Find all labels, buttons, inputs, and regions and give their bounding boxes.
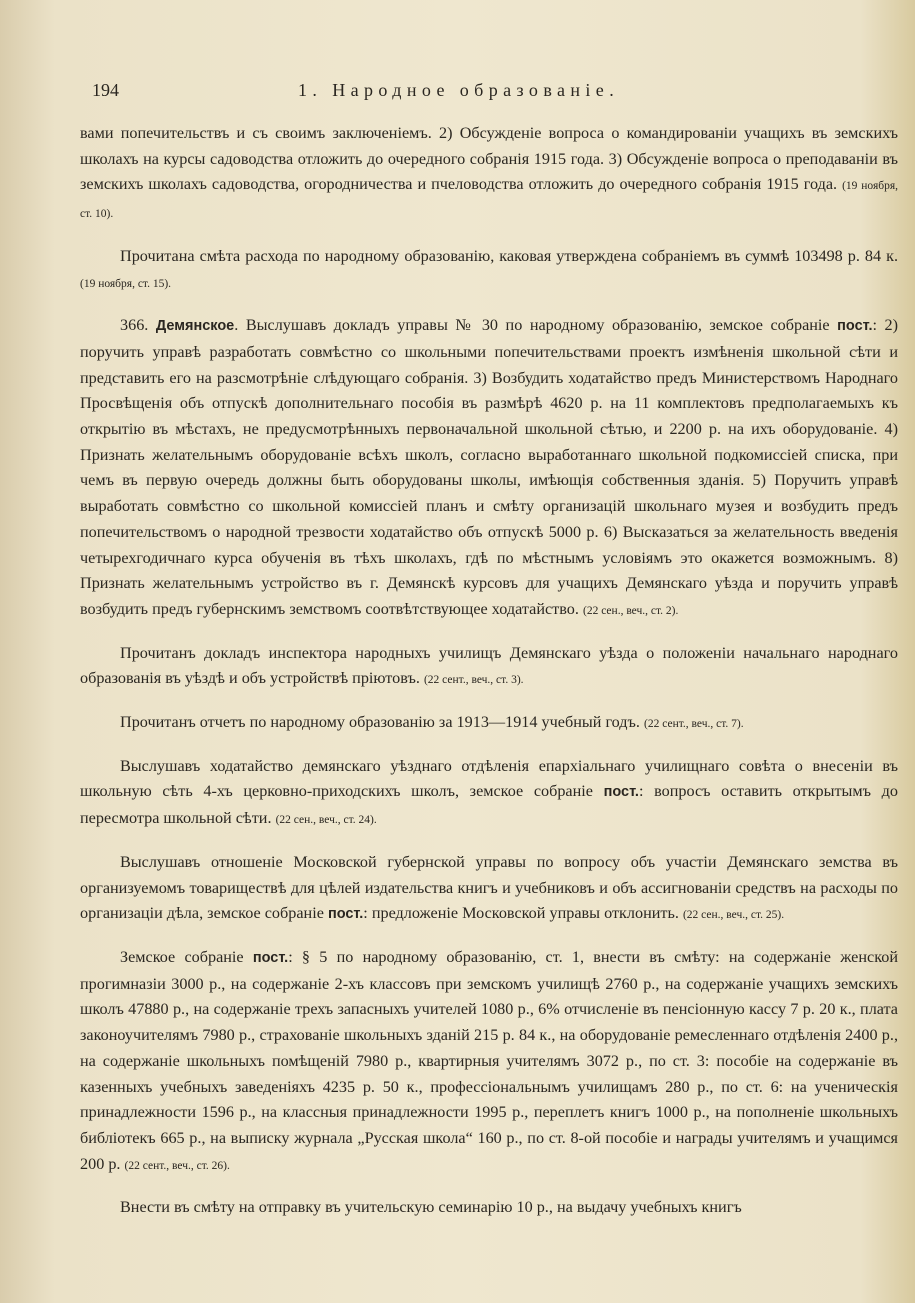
paragraph-text: : предложеніе Московской управы отклонить. <box>363 904 683 923</box>
paragraph-text: Выслушавъ отношеніе Московской губернской управы по вопросу объ участіи Демянскаго земства въ организуемомъ товариществѣ для цѣлей издательства книгъ и учебниковъ и объ ассигнованіи средствъ на расходы по организаціи дѣла, земское собраніе <box>80 852 898 923</box>
source-reference: (19 ноября, ст. 10). <box>80 180 899 221</box>
emphasis-text: Демянское <box>155 318 235 335</box>
running-header <box>92 80 892 106</box>
paragraph-text: Внести въ смѣту на отправку въ учительскую семинарію 10 р., на выдачу учебныхъ книгъ <box>120 1198 742 1217</box>
paragraph <box>80 850 898 929</box>
source-reference: (22 сент., веч., ст. 7). <box>644 718 744 731</box>
emphasis-text: пост. <box>327 906 364 923</box>
source-reference: (22 сен., веч., ст. 2). <box>582 604 679 617</box>
emphasis-text: пост. <box>603 784 639 801</box>
paragraph-text: Выслушавъ ходатайство демянскаго уѣзднаго отдѣленія епархіальнаго училищнаго совѣта о внесеніи въ школьную сѣть 4-хъ церковно-приходскихъ школъ, земское собраніе <box>80 756 898 801</box>
paragraph <box>80 121 898 228</box>
paragraph-text: Прочитанъ докладъ инспектора народныхъ училищъ Демянскаго уѣзда о положеніи начальнаго народнаго образованія въ уѣздѣ и объ устройствѣ пріютовъ. <box>80 643 898 688</box>
source-reference: (22 сен., веч., ст. 25). <box>682 909 785 922</box>
paragraph <box>80 244 898 297</box>
paragraph <box>80 641 898 694</box>
paragraph <box>80 710 898 738</box>
section-title: 1. Народное образованіе. <box>298 80 620 100</box>
source-reference: (22 сен., веч., ст. 24). <box>275 814 377 827</box>
source-reference: (22 сент., веч., ст. 26). <box>124 1159 230 1172</box>
document-body <box>80 121 898 1237</box>
paragraph-text: 366. <box>120 316 156 335</box>
paragraph-text: Земское собраніе <box>120 947 253 966</box>
paragraph-text: : 2) поручить управѣ разработать совмѣстно со школьными попечительствами проектъ измѣненія школьной сѣти и представить его на разсмотрѣніе слѣдующаго собранія. 3) Возбудить ходатайство предъ Министерствомъ Народнаго Просвѣщенія объ отпускѣ дополнительнаго пособія въ размѣрѣ 4620 р. на 11 комплектовъ предполагаемыхъ къ открытію въ мѣстахъ, не предусмотрѣнныхъ первоначальной школьной сѣтью, и 2200 р. на ихъ оборудованіе. 4) Признать желательнымъ оборудованіе всѣхъ школъ, согласно выработаннаго школьной подкомиссіей списка, при чемъ въ первую очередь должны быть оборудованы школы, имѣющія собственныя зданія. 5) Поручить управѣ выработать совмѣстно со школьной комиссіей планъ и смѣту организацій школьнаго музея и возбудить предъ попечительствомъ о народной трезвости ходатайство объ отпускѣ 5000 р. 6) Высказаться за желательность введенія четырехгодичнаго курса обученія въ тѣхъ школахъ, гдѣ по мѣстнымъ условіямъ это окажется возможнымъ. 8) Признать желательнымъ устройство въ г. Демянскѣ курсовъ для учащихъ Демянскаго уѣзда и поручить управѣ возбудить предъ губернскимъ земствомъ соотвѣтствующее ходатайство. <box>80 316 899 618</box>
paragraph <box>80 754 898 834</box>
emphasis-text: пост. <box>837 318 873 335</box>
paragraph-text: вами попечительствъ и съ своимъ заключеніемъ. 2) Обсужденіе вопроса о командированіи учащихъ въ земскихъ школахъ на курсы садоводства отложить до очередного собранія 1915 года. 3) Обсужденіе вопроса о преподаваніи въ земскихъ школахъ садоводства, огородничества и пчеловодства отложить до очередного собранія 1915 года. <box>80 124 898 194</box>
page-number: 194 <box>92 80 119 100</box>
paragraph-text: : § 5 по народному образованію, ст. 1, внести въ смѣту: на содержаніе женской прогимназіи 3000 р., на содержаніе 2-хъ классовъ при земскомъ училищѣ 2760 р., на содержаніе учащихъ земскихъ школъ 47880 р., на содержаніе трехъ запасныхъ учителей 1080 р., 6% отчисленіе въ пенсіонную кассу 7 р. 20 к., плата законоучителямъ 7980 р., страхованіе школьныхъ зданій 215 р. 84 к., на оборудованіе ремесленнаго отдѣленія 2400 р., на содержаніе школьныхъ помѣщеній 7980 р., квартирныя учителямъ 3072 р., по ст. 3: пособіе на содержаніе въ казенныхъ учебныхъ заведеніяхъ 4235 р. 50 к., профессіональнымъ училищамъ 280 р., по ст. 6: на ученическія принадлежности 1596 р., на классныя принадлежности 1995 р., переплетъ книгъ 1000 р., на пополненіе школьныхъ библіотекъ 665 р., на выписку журнала „Русская школа“ 160 р., по ст. 8-ой пособіе и награды учителямъ и учащимся 200 р. <box>80 947 898 1173</box>
paragraph-text: . Выслушавъ докладъ управы № 30 по народному образованію, земское собраніе <box>234 316 838 335</box>
paragraph-text: : вопросъ оставить открытымъ до пересмотра школьной сѣти. <box>80 782 898 828</box>
paragraph-text: Прочитана смѣта расхода по народному образованію, каковая утверждена собраніемъ въ суммѣ 103498 р. 84 к. <box>120 246 898 265</box>
paragraph <box>80 945 898 1179</box>
source-reference: (19 ноября, ст. 15). <box>80 277 172 290</box>
emphasis-text: пост. <box>252 949 289 966</box>
source-reference: (22 сент., веч., ст. 3). <box>423 674 524 687</box>
paragraph-text: Прочитанъ отчетъ по народному образованію за 1913—1914 учебный годъ. <box>120 713 645 732</box>
paragraph <box>80 313 898 624</box>
paragraph <box>80 1195 898 1221</box>
